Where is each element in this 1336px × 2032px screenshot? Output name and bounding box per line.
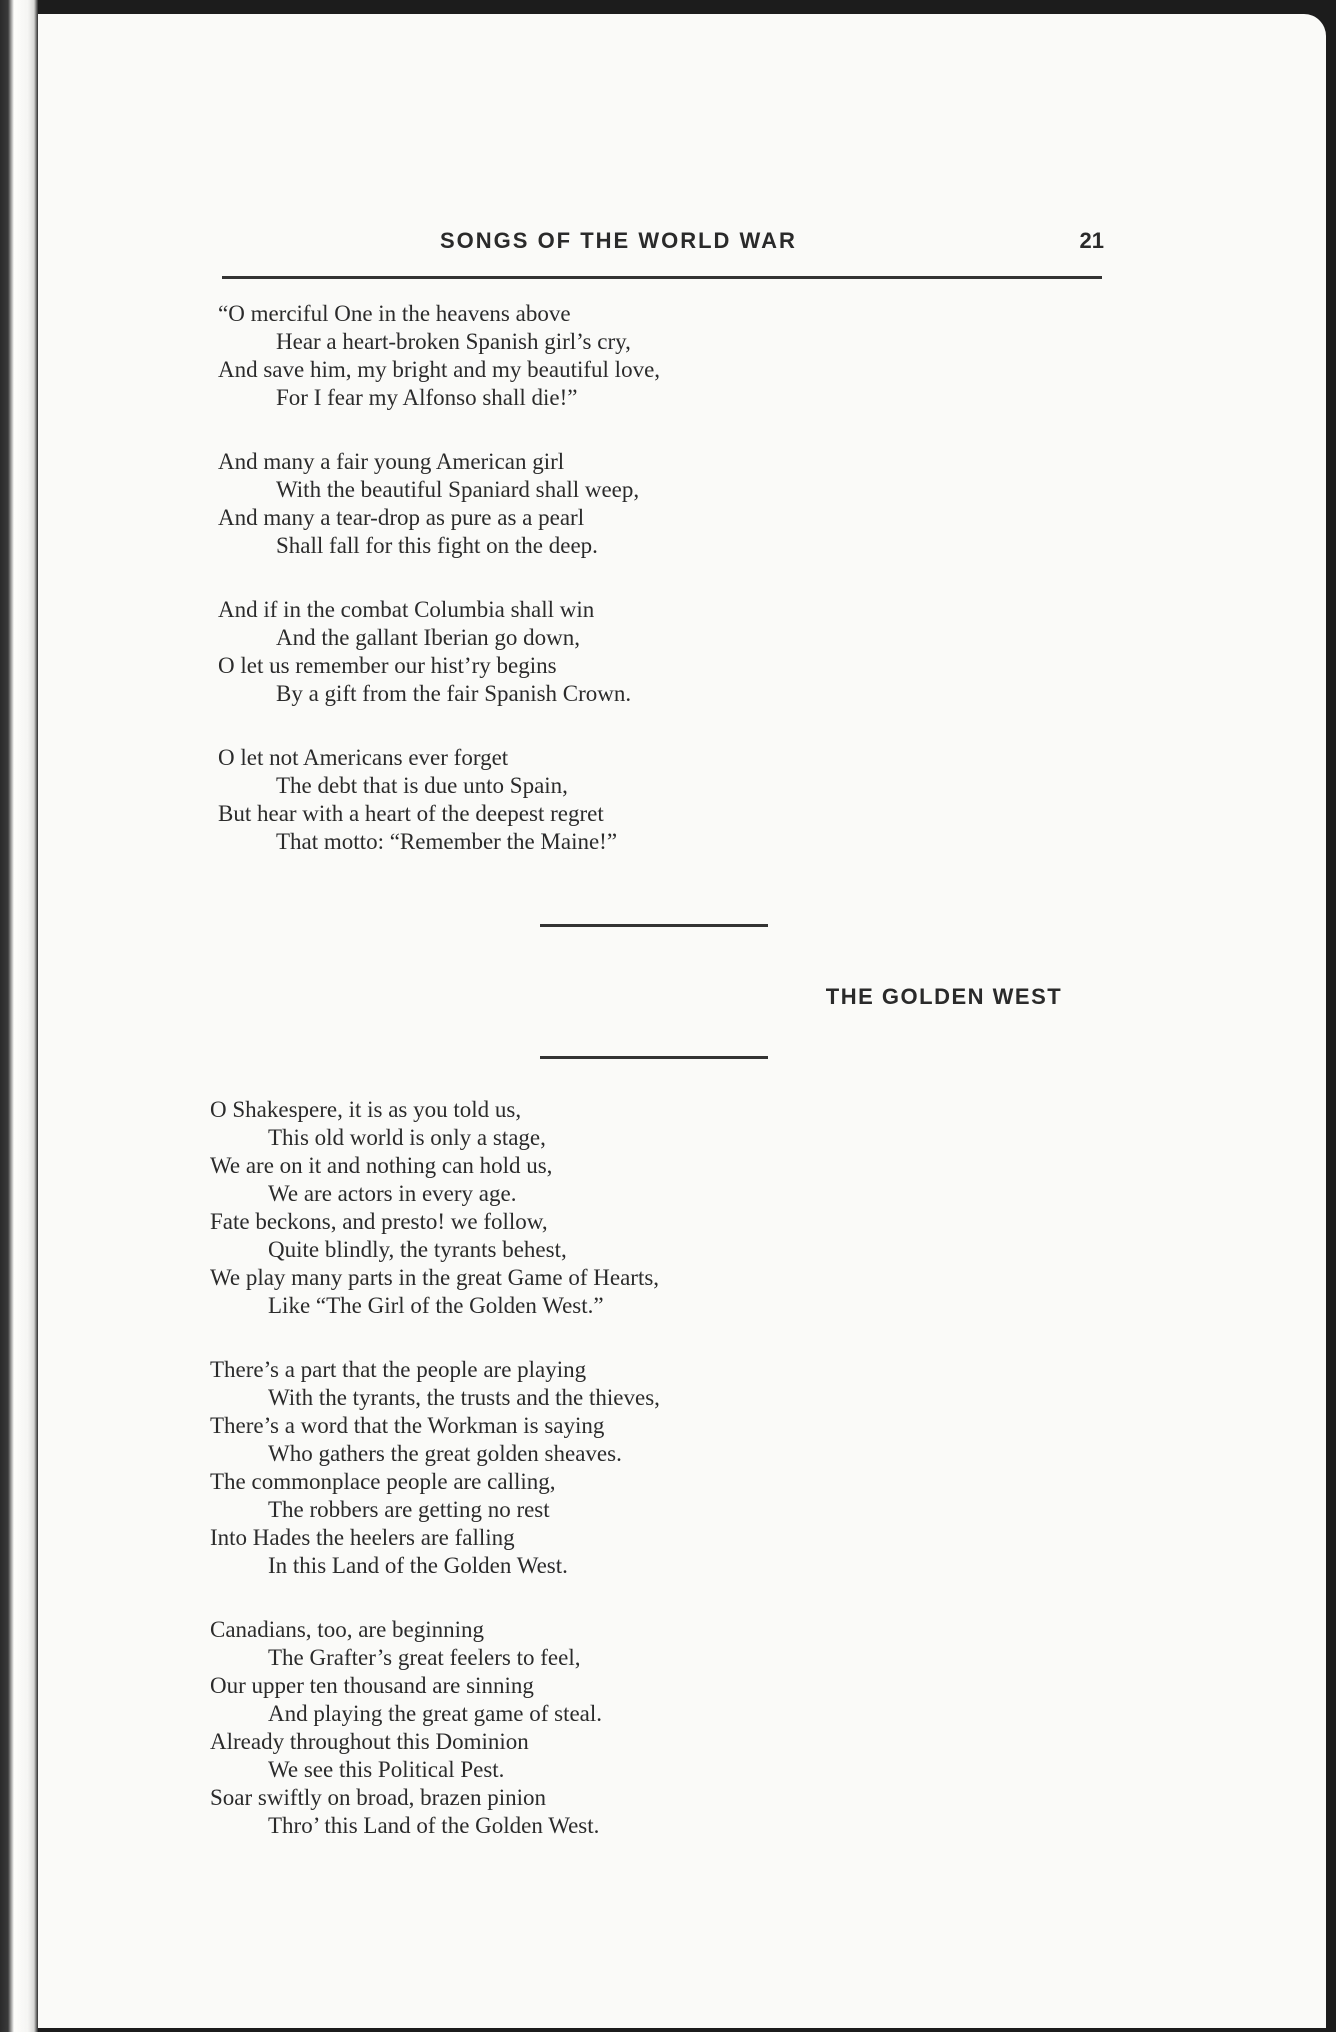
poem-line: Who gathers the great golden sheaves. [268,1441,622,1466]
poem-line: Already throughout this Dominion [210,1729,529,1754]
header-rule [222,276,1102,279]
poem-line: And playing the great game of steal. [268,1701,603,1726]
poem-line: That motto: “Remember the Maine!” [276,829,618,854]
poem-line: Fate beckons, and presto! we follow, [210,1209,548,1234]
book-spine [0,0,38,2032]
poem-line: Shall fall for this fight on the deep. [276,533,598,558]
poem-line: Canadians, too, are beginning [210,1617,485,1642]
poem-line: By a gift from the fair Spanish Crown. [276,681,632,706]
stanza [210,1096,660,1320]
poem-line: There’s a part that the people are playing [210,1357,587,1382]
poem-line: The debt that is due unto Spain, [276,773,568,798]
poem-line: Hear a heart-broken Spanish girl’s cry, [276,329,631,354]
stanza [218,744,660,856]
poem-line: With the beautiful Spaniard shall weep, [276,477,640,502]
poem-line: We are actors in every age. [268,1181,517,1206]
poem-line: This old world is only a stage, [268,1125,546,1150]
poem-line: For I fear my Alfonso shall die!” [276,385,578,410]
page-header [224,224,1104,264]
running-title: SONGS OF THE WORLD WAR [440,228,797,253]
poem-golden-west [210,1096,660,1876]
poem-line: O Shakespere, it is as you told us, [210,1097,522,1122]
poem-line: Soar swiftly on broad, brazen pinion [210,1785,546,1810]
poem-line: And many a tear-drop as pure as a pearl [218,505,585,530]
poem-line: We are on it and nothing can hold us, [210,1153,553,1178]
page-number: 21 [1079,228,1104,253]
stanza [210,1616,660,1840]
poem-line: The commonplace people are calling, [210,1469,556,1494]
stanza [218,448,660,560]
poem-line: We see this Political Pest. [268,1757,505,1782]
poem-line: Like “The Girl of the Golden West.” [268,1293,604,1318]
poem-line: And save him, my bright and my beautiful love, [218,357,661,382]
stanza [210,1356,660,1580]
poem-line: And many a fair young American girl [218,449,565,474]
poem-line: There’s a word that the Workman is saying [210,1413,605,1438]
poem-line: The robbers are getting no rest [268,1497,550,1522]
poem-line: And if in the combat Columbia shall win [218,597,595,622]
poem-line: “O merciful One in the heavens above [218,301,571,326]
poem-line: Our upper ten thousand are sinning [210,1673,534,1698]
poem-line: O let us remember our hist’ry begins [218,653,557,678]
poem-line: In this Land of the Golden West. [268,1553,568,1578]
poem-line: The Grafter’s great feelers to feel, [268,1645,581,1670]
poem-spanish-girl [218,300,660,892]
poem-line: We play many parts in the great Game of Hearts, [210,1265,660,1290]
poem-line: And the gallant Iberian go down, [276,625,581,650]
poem-line: With the tyrants, the trusts and the thieves, [268,1385,660,1410]
poem-line: O let not Americans ever forget [218,745,509,770]
poem-line: Into Hades the heelers are falling [210,1525,515,1550]
stanza [218,300,660,412]
poem-line: But hear with a heart of the deepest regret [218,801,604,826]
poem-line: Thro’ this Land of the Golden West. [268,1813,600,1838]
poem-line: Quite blindly, the tyrants behest, [268,1237,567,1262]
stanza [218,596,660,708]
divider-rule-top [540,924,768,927]
divider-rule-bottom [540,1056,768,1059]
section-title: THE GOLDEN WEST [825,984,1063,1009]
